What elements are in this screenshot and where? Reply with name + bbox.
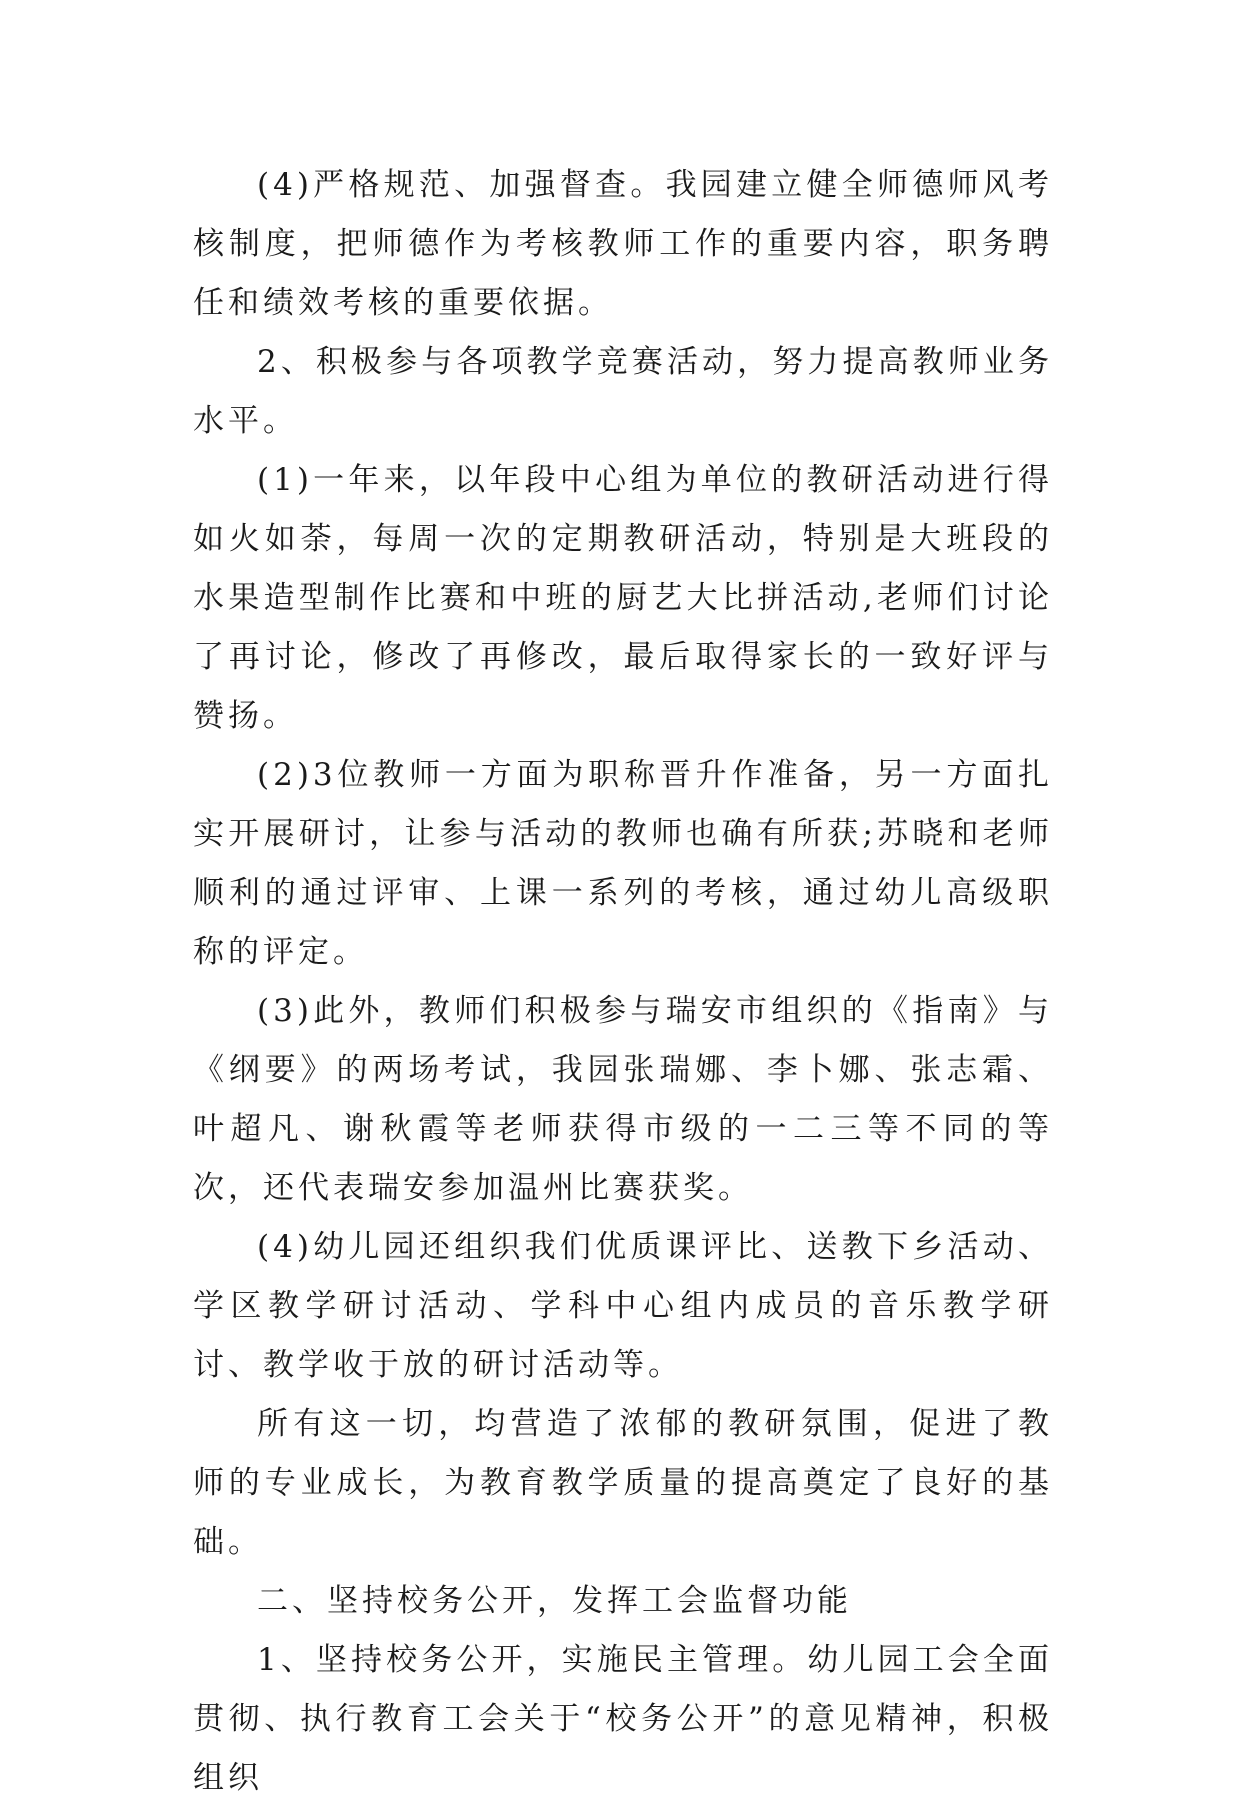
- paragraph-4: (2)3位教师一方面为职称晋升作准备，另一方面扎实开展研讨，让参与活动的教师也确有所获;苏晓和老师顺利的通过评审、上课一系列的考核，通过幼儿高级职称的评定。: [193, 757, 1053, 970]
- paragraph-6: (4)幼儿园还组织我们优质课评比、送教下乡活动、学区教学研讨活动、学科中心组内成员的音乐教学研讨、教学收于放的研讨活动等。: [193, 1229, 1053, 1383]
- paragraph-1: (4)严格规范、加强督查。我园建立健全师德师风考核制度，把师德作为考核教师工作的重要内容，职务聘任和绩效考核的重要依据。: [193, 167, 1053, 321]
- document-body: [193, 156, 1053, 1808]
- paragraph-7: 所有这一切，均营造了浓郁的教研氛围，促进了教师的专业成长，为教育教学质量的提高奠定了良好的基础。: [193, 1406, 1053, 1560]
- paragraph-2: 2、积极参与各项教学竞赛活动，努力提高教师业务水平。: [193, 344, 1053, 439]
- section-heading: 二、坚持校务公开，发挥工会监督功能: [257, 1583, 852, 1619]
- paragraph-9: 1、坚持校务公开，实施民主管理。幼儿园工会全面贯彻、执行教育工会关于“校务公开”的意见精神，积极组织: [193, 1642, 1053, 1796]
- paragraph-3: (1)一年来，以年段中心组为单位的教研活动进行得如火如荼，每周一次的定期教研活动，特别是大班段的水果造型制作比赛和中班的厨艺大比拼活动,老师们讨论了再讨论，修改了再修改，最后取得家长的一致好评与赞扬。: [193, 462, 1053, 734]
- paragraph-5: (3)此外，教师们积极参与瑞安市组织的《指南》与《纲要》的两场考试，我园张瑞娜、李卜娜、张志霜、叶超凡、谢秋霞等老师获得市级的一二三等不同的等次，还代表瑞安参加温州比赛获奖。: [193, 993, 1053, 1206]
